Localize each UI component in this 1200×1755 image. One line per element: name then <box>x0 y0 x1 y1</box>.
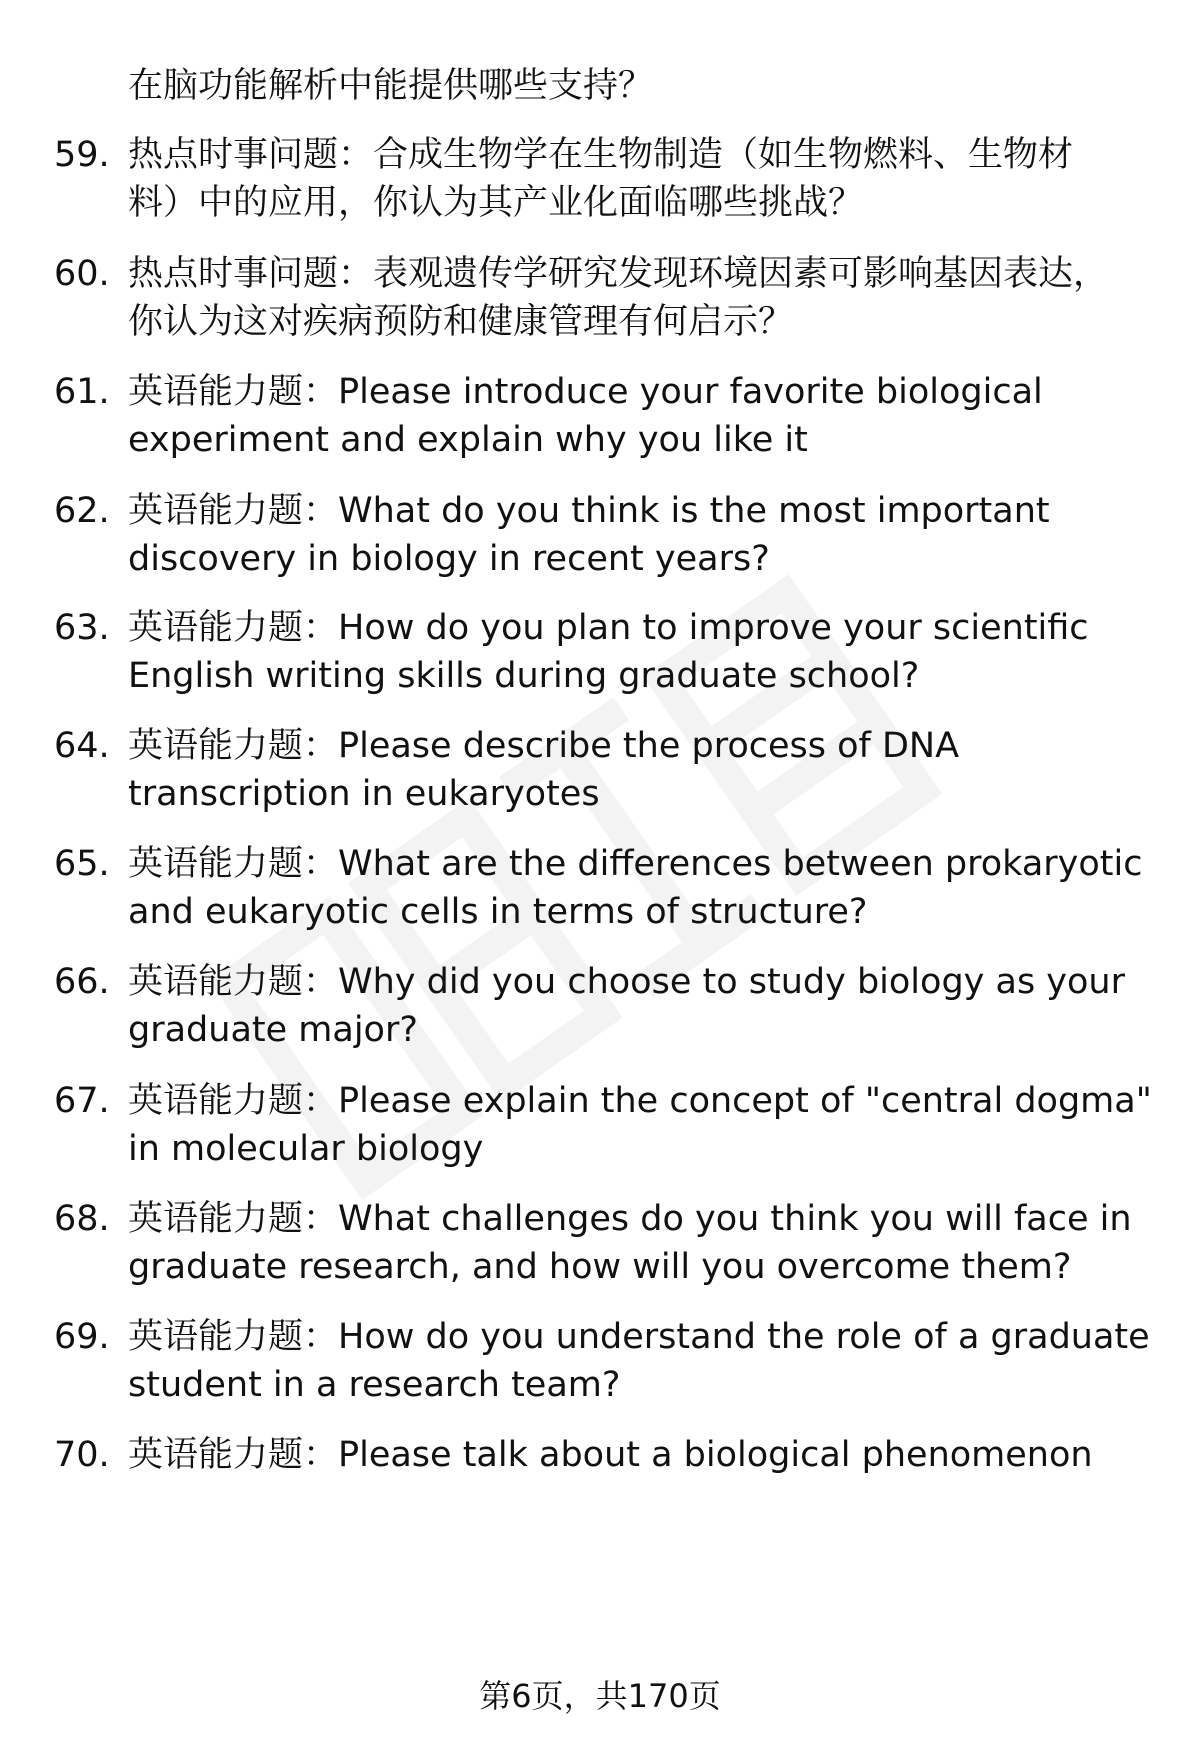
question-line: 你认为这对疾病预防和健康管理有何启示？ <box>128 302 794 342</box>
question-line: 英语能力题：How do you understand the role of a graduate <box>128 1317 1150 1357</box>
question-text <box>128 722 1158 818</box>
question-number: 64. <box>54 726 110 766</box>
question-line: English writing skills during graduate school? <box>128 656 920 696</box>
question-item <box>0 1195 1200 1295</box>
question-line: transcription in eukaryotes <box>128 774 600 814</box>
question-number: 69. <box>54 1317 110 1357</box>
question-line: 英语能力题：Why did you choose to study biology as your <box>128 962 1126 1002</box>
question-item <box>0 958 1200 1058</box>
question-text <box>128 958 1158 1054</box>
carryover-question-text: 在脑功能解析中能提供哪些支持？ <box>128 66 654 106</box>
question-item <box>0 840 1200 940</box>
question-text <box>128 604 1158 700</box>
question-line: student in a research team? <box>128 1365 621 1405</box>
question-line: 英语能力题：How do you plan to improve your scientific <box>128 608 1089 648</box>
question-item <box>0 604 1200 704</box>
question-number: 65. <box>54 844 110 884</box>
question-number: 61. <box>54 372 110 412</box>
question-item <box>0 1077 1200 1177</box>
question-line: 英语能力题：Please introduce your favorite biological <box>128 372 1043 412</box>
question-text <box>128 1077 1158 1173</box>
question-item <box>0 250 1200 350</box>
question-line: graduate major? <box>128 1010 418 1050</box>
question-item <box>0 487 1200 587</box>
question-line: 热点时事问题：表观遗传学研究发现环境因素可影响基因表达， <box>128 254 1109 294</box>
question-number: 66. <box>54 962 110 1002</box>
question-line: in molecular biology <box>128 1129 484 1169</box>
question-item <box>0 368 1200 468</box>
question-line: graduate research, and how will you overcome them? <box>128 1247 1072 1287</box>
question-text <box>128 131 1158 227</box>
question-number: 70. <box>54 1435 110 1475</box>
question-line: discovery in biology in recent years? <box>128 539 770 579</box>
question-text <box>128 368 1158 464</box>
question-item <box>0 722 1200 822</box>
question-number: 60. <box>54 254 110 294</box>
question-number: 67. <box>54 1081 110 1121</box>
question-text <box>128 1195 1158 1291</box>
question-item <box>0 1313 1200 1413</box>
question-line: 英语能力题：Please describe the process of DNA <box>128 726 960 766</box>
question-line: 英语能力题：What are the differences between prokaryotic <box>128 844 1143 884</box>
question-line: experiment and explain why you like it <box>128 420 808 460</box>
question-item <box>0 131 1200 231</box>
page-footer: 第6页，共170页 <box>479 1677 721 1715</box>
question-number: 63. <box>54 608 110 648</box>
question-text <box>128 250 1158 346</box>
question-text <box>128 840 1158 936</box>
question-text <box>128 487 1158 583</box>
question-line: 英语能力题：What challenges do you think you will face in <box>128 1199 1132 1239</box>
question-line: 英语能力题：What do you think is the most important <box>128 491 1050 531</box>
question-line: 英语能力题：Please talk about a biological phenomenon <box>128 1435 1093 1475</box>
question-line: and eukaryotic cells in terms of structure? <box>128 892 868 932</box>
question-line: 热点时事问题：合成生物学在生物制造（如生物燃料、生物材 <box>128 135 1074 175</box>
question-text <box>128 1431 1158 1479</box>
question-number: 68. <box>54 1199 110 1239</box>
question-line: 料）中的应用，你认为其产业化面临哪些挑战？ <box>128 183 864 223</box>
question-line: 英语能力题：Please explain the concept of "central dogma" <box>128 1081 1152 1121</box>
question-number: 62. <box>54 491 110 531</box>
question-number: 59. <box>54 135 110 175</box>
question-item <box>0 1431 1200 1531</box>
question-text <box>128 1313 1158 1409</box>
